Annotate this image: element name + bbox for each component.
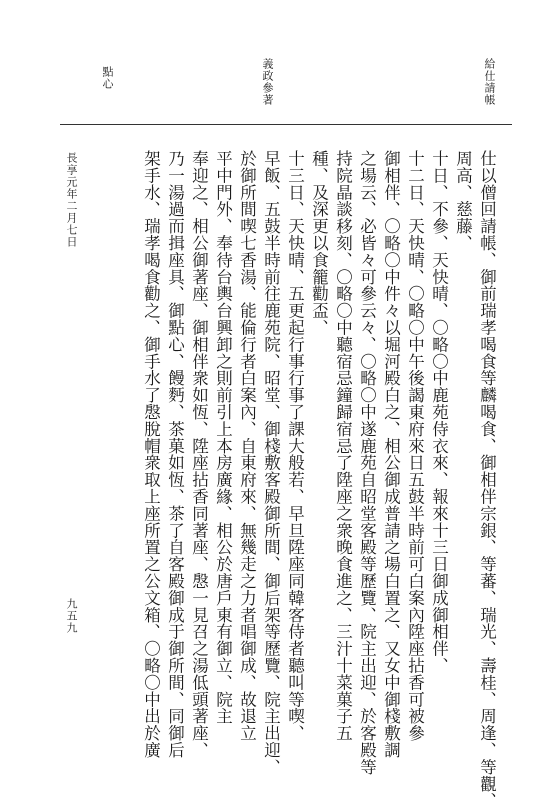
body-column-11: 於御所間喫七香湯、能倫行者白案內、自東府來、無幾走之力者唱御成、故退立 bbox=[237, 150, 257, 742]
body-column-15: 架手水、瑞孝喝食勸之、御手水了慇脫帽衆取上座所置之公文箱、〇略〇中出於廣 bbox=[141, 150, 161, 759]
body-column-14: 乃一湯過而揖座具、御點心、饅麪、茶菓如恆、茶了自客殿御成于御所間、同御后 bbox=[165, 150, 185, 759]
running-header-right: 給仕請帳 bbox=[483, 58, 496, 106]
running-header-left: 點心 bbox=[101, 66, 114, 90]
body-column-1: 仕以僧回請帳、御前瑞孝喝食等麟喝食、御相伴宗銀、等蕃、瑞光、壽桂、周逢、等觀、 bbox=[477, 150, 497, 809]
body-column-6: 之場云、必皆々可參云々、〇略〇中遂鹿苑自昭堂客殿等歷覽、院主出迎、於客殿等 bbox=[357, 150, 377, 776]
body-column-13: 奉迎之、相公御著座、御相伴衆如恆、陞座拈香同著座、慇一見召之湯低頭著座、 bbox=[189, 150, 209, 759]
body-column-9: 十三日、天快晴、五更起行事行事了課大般若、早旦陞座同韓客侍者聽叫等喫、 bbox=[285, 150, 305, 742]
body-column-12: 平中門外、奉待台輿台興卸之則前引上本房廣緣、相公於唐戶東有御立、院主 bbox=[213, 150, 233, 725]
body-column-5: 御相伴、〇略〇中件々以堀河殿白之、相公御成普請之場白置之、又女中御棧敷調 bbox=[381, 150, 401, 759]
body-column-3: 十日、不參、天快晴、〇略〇中鹿苑侍衣來、報來十三日御成御相伴、 bbox=[429, 150, 449, 674]
body-column-10: 早飯、五鼓半時前往鹿苑院、昭堂、御棧敷客殿御所間、御后架等歷覽、院主出迎、 bbox=[261, 150, 281, 776]
header-rule bbox=[60, 124, 512, 125]
body-column-7: 持院晶談移刻、〇略〇中聽宿忌鐘歸宿忌了陞座之衆晚食進之、三汁十菜菓子五 bbox=[333, 150, 353, 742]
body-column-2: 周高、慈藤、 bbox=[453, 150, 473, 252]
page-number: 九五九 bbox=[65, 598, 78, 634]
running-header-middle: 義政參著 bbox=[261, 58, 274, 106]
body-column-8: 種、及深更以食籠勸盃、 bbox=[309, 150, 329, 336]
document-date: 長享元年二月七日 bbox=[65, 152, 78, 248]
body-column-4: 十二日、天快晴、〇略〇中午後謁東府來日五鼓半時前可白案內陞座拈香可被參 bbox=[405, 150, 425, 742]
